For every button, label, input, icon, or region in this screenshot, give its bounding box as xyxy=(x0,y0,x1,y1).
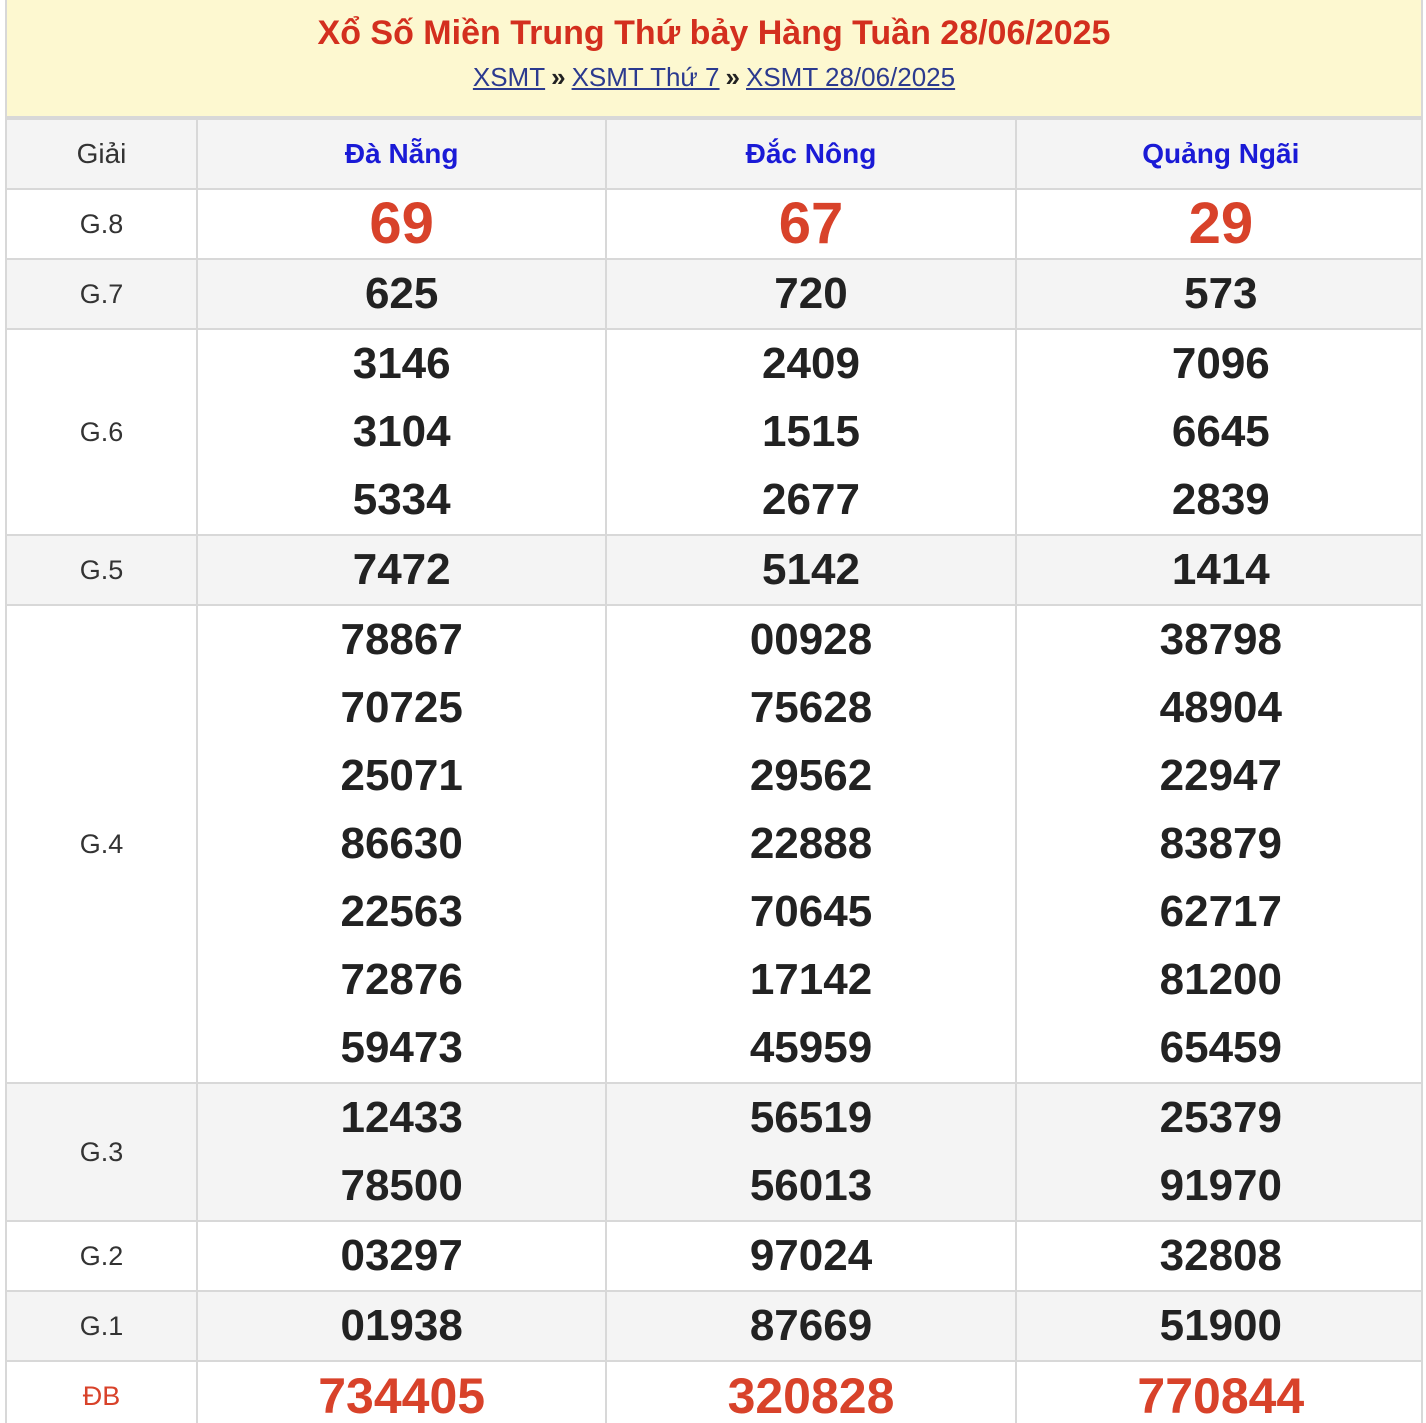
prize-cell xyxy=(1016,329,1423,535)
prize-cell xyxy=(606,329,1015,535)
prize-number: 720 xyxy=(774,269,848,318)
prize-number: 2409 xyxy=(762,339,860,388)
prize-number: 01938 xyxy=(340,1301,463,1350)
prize-cell xyxy=(1016,1291,1423,1361)
prize-number: 51900 xyxy=(1159,1301,1282,1350)
prize-number: 5334 xyxy=(352,475,451,524)
breadcrumb-link-xsmt-date[interactable]: XSMT 28/06/2025 xyxy=(746,62,956,92)
prize-number: 87669 xyxy=(749,1301,873,1350)
prize-number: 70725 xyxy=(340,683,463,732)
prize-number: 5142 xyxy=(762,545,860,594)
prize-number: 2677 xyxy=(762,475,860,524)
prize-number: 67 xyxy=(778,191,844,256)
prize-number: 56013 xyxy=(749,1161,873,1210)
table-row xyxy=(7,1291,1423,1361)
table-row xyxy=(7,1361,1423,1423)
column-header-province: Đà Nẵng xyxy=(197,119,606,189)
prize-number: 3104 xyxy=(352,407,451,456)
prize-cell xyxy=(197,1221,606,1291)
prize-cell xyxy=(1016,535,1423,605)
prize-label: G.8 xyxy=(7,189,197,259)
breadcrumb-link-xsmt[interactable]: XSMT xyxy=(472,62,546,92)
prize-cell xyxy=(197,1083,606,1221)
prize-number: 625 xyxy=(364,269,439,318)
prize-cell xyxy=(1016,1361,1423,1423)
prize-number: 1414 xyxy=(1171,545,1270,594)
table-header-row xyxy=(7,119,1423,189)
prize-number: 81200 xyxy=(1159,955,1282,1004)
prize-cell xyxy=(606,605,1015,1083)
results-header xyxy=(7,0,1421,118)
table-row xyxy=(7,329,1423,535)
prize-cell xyxy=(197,259,606,329)
prize-label: G.2 xyxy=(7,1221,197,1291)
table-row xyxy=(7,189,1423,259)
prize-cell xyxy=(606,1083,1015,1221)
prize-cell xyxy=(606,189,1015,259)
table-row xyxy=(7,1221,1423,1291)
prize-cell xyxy=(197,189,606,259)
prize-number: 25379 xyxy=(1159,1093,1282,1142)
prize-cell xyxy=(197,605,606,1083)
results-panel xyxy=(5,0,1423,1423)
prize-number: 65459 xyxy=(1159,1023,1282,1072)
prize-number: 22888 xyxy=(749,819,873,868)
breadcrumb xyxy=(7,61,1421,93)
prize-label: G.7 xyxy=(7,259,197,329)
prize-number: 03297 xyxy=(340,1231,463,1280)
prize-number: 29 xyxy=(1188,191,1254,256)
prize-cell xyxy=(1016,259,1423,329)
prize-cell xyxy=(606,1221,1015,1291)
prize-cell xyxy=(606,535,1015,605)
prize-number: 7096 xyxy=(1171,339,1270,388)
column-header-giai: Giải xyxy=(7,119,197,189)
prize-number: 17142 xyxy=(749,955,873,1004)
prize-cell xyxy=(1016,1221,1423,1291)
prize-number: 25071 xyxy=(340,751,463,800)
prize-cell xyxy=(197,1361,606,1423)
prize-number: 22563 xyxy=(340,887,463,936)
prize-cell xyxy=(606,259,1015,329)
prize-number: 56519 xyxy=(749,1093,873,1142)
results-table xyxy=(7,118,1423,1423)
prize-label: G.3 xyxy=(7,1083,197,1221)
prize-number: 29562 xyxy=(749,751,873,800)
prize-cell xyxy=(1016,189,1423,259)
prize-cell xyxy=(197,329,606,535)
column-header-province: Quảng Ngãi xyxy=(1016,119,1423,189)
prize-cell xyxy=(1016,1083,1423,1221)
prize-number: 770844 xyxy=(1137,1368,1305,1423)
prize-number: 97024 xyxy=(749,1231,873,1280)
prize-number: 75628 xyxy=(749,683,873,732)
breadcrumb-link-xsmt-thu-7[interactable]: XSMT Thứ 7 xyxy=(571,62,720,92)
table-row xyxy=(7,259,1423,329)
prize-number: 38798 xyxy=(1159,615,1282,664)
column-header-province: Đắc Nông xyxy=(606,119,1015,189)
page-title: Xổ Số Miền Trung Thứ bảy Hàng Tuần 28/06/2025 xyxy=(317,14,1111,52)
prize-number: 62717 xyxy=(1159,887,1282,936)
prize-number: 70645 xyxy=(749,887,873,936)
prize-number: 2839 xyxy=(1171,475,1270,524)
prize-number: 83879 xyxy=(1159,819,1282,868)
prize-number: 59473 xyxy=(340,1023,463,1072)
table-row xyxy=(7,535,1423,605)
prize-cell xyxy=(197,535,606,605)
prize-cell xyxy=(1016,605,1423,1083)
breadcrumb-separator: » xyxy=(551,62,566,92)
prize-label: G.1 xyxy=(7,1291,197,1361)
prize-number: 00928 xyxy=(749,615,873,664)
prize-number: 573 xyxy=(1184,269,1258,318)
prize-number: 1515 xyxy=(762,407,860,456)
prize-number: 78867 xyxy=(340,615,463,664)
prize-number: 45959 xyxy=(749,1023,873,1072)
breadcrumb-separator: » xyxy=(725,62,740,92)
prize-number: 48904 xyxy=(1159,683,1282,732)
prize-cell xyxy=(197,1291,606,1361)
results-body xyxy=(7,189,1423,1423)
prize-number: 12433 xyxy=(340,1093,463,1142)
table-row xyxy=(7,605,1423,1083)
prize-cell xyxy=(606,1361,1015,1423)
prize-number: 22947 xyxy=(1159,751,1282,800)
prize-number: 7472 xyxy=(352,545,451,594)
table-row xyxy=(7,1083,1423,1221)
prize-label: G.4 xyxy=(7,605,197,1083)
prize-number: 320828 xyxy=(727,1368,895,1423)
prize-number: 72876 xyxy=(340,955,463,1004)
prize-cell xyxy=(606,1291,1015,1361)
prize-number: 69 xyxy=(369,191,434,256)
prize-number: 734405 xyxy=(318,1368,486,1423)
prize-label: G.5 xyxy=(7,535,197,605)
prize-label: G.6 xyxy=(7,329,197,535)
prize-label: ĐB xyxy=(7,1361,197,1423)
prize-number: 6645 xyxy=(1171,407,1270,456)
prize-number: 32808 xyxy=(1159,1231,1282,1280)
prize-number: 91970 xyxy=(1159,1161,1282,1210)
prize-number: 86630 xyxy=(340,819,463,868)
prize-number: 78500 xyxy=(340,1161,463,1210)
prize-number: 3146 xyxy=(352,339,451,388)
